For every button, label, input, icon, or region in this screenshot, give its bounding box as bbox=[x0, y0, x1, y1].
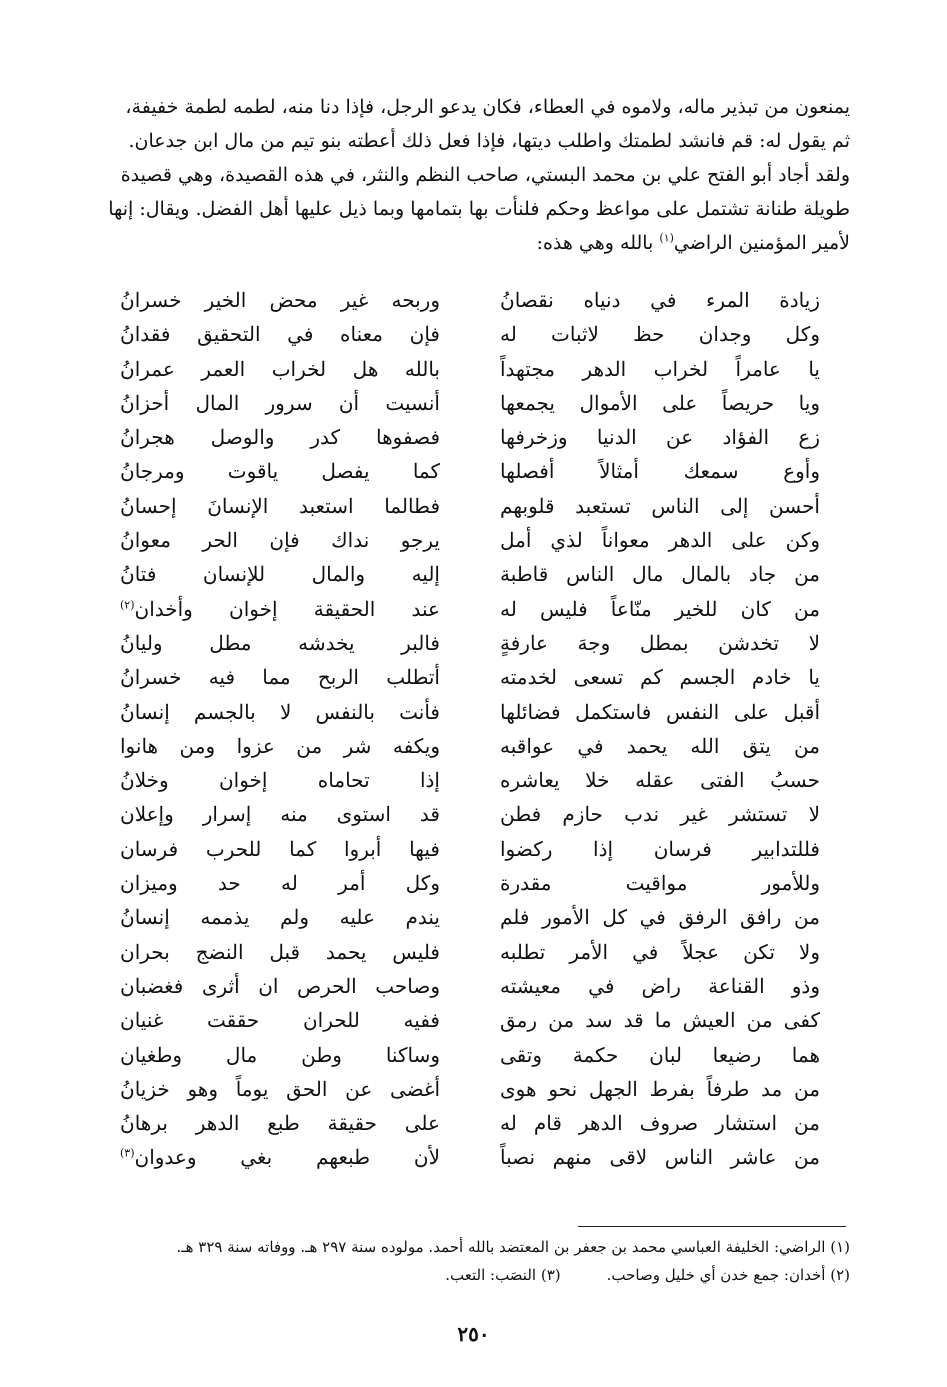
verse-second-hemistich bbox=[120, 1003, 440, 1037]
verse-first-hemistich: زيادة المرء في دنياه نقصانُ bbox=[500, 288, 820, 312]
verse-second-hemistich bbox=[120, 489, 440, 523]
verse-second-text: إذا تحاماه إخوان وخلانُ bbox=[120, 768, 440, 793]
verse-second-text: فالبر يخدشه مطل وليانُ bbox=[120, 630, 440, 655]
footnote-row bbox=[90, 1261, 850, 1289]
verse-second-text: فصفوها كدر والوصل هجرانُ bbox=[120, 425, 440, 450]
verse-second-hemistich bbox=[120, 523, 440, 557]
verse-second-hemistich bbox=[120, 317, 440, 351]
verse-second-text: بالله هل لخراب العمر عمرانُ bbox=[120, 356, 440, 381]
verse-line bbox=[120, 729, 820, 763]
verse-first-hemistich: لا تستشر غير ندب حازم فطن bbox=[500, 802, 820, 827]
verse-second-hemistich bbox=[120, 352, 440, 386]
verse-line bbox=[120, 1106, 820, 1140]
verse-second-hemistich bbox=[120, 557, 440, 591]
verse-second-hemistich bbox=[120, 660, 440, 694]
verse-second-text: وساكنا وطن مال وطغيان bbox=[120, 1042, 440, 1067]
verse-second-text: أغضى عن الحق يوماً وهو خزيانُ bbox=[120, 1076, 440, 1101]
verse-line bbox=[120, 969, 820, 1003]
verse-second-text: إليه والمال للإنسان فتانُ bbox=[120, 562, 440, 587]
verse-second-text: فأنت بالنفس لا بالجسم إنسانُ bbox=[120, 699, 440, 724]
verse-second-hemistich bbox=[120, 420, 440, 454]
verse-first-hemistich: من جاد بالمال مال الناس قاطبة bbox=[500, 562, 820, 587]
verse-first-hemistich: وكن على الدهر معواناً لذي أمل bbox=[500, 528, 820, 553]
verse-second-text: ويكفه شر من عزوا ومن هانوا bbox=[120, 733, 440, 758]
verse-line bbox=[120, 763, 820, 797]
intro-text: لأمير المؤمنين الراضي bbox=[673, 232, 850, 254]
verse-line bbox=[120, 660, 820, 694]
intro-line: ثم يقول له: قم فانشد لطمتك واطلب ديتها، فإذا فعل ذلك أعطته بنو تيم من مال ابن جدعان. bbox=[128, 130, 850, 152]
verse-line bbox=[120, 797, 820, 831]
verse-second-hemistich bbox=[120, 797, 440, 831]
verse-first-hemistich: لا تخدشن بمطل وجهَ عارفةٍ bbox=[500, 630, 820, 655]
verse-second-text: يندم عليه ولم يذممه إنسانُ bbox=[120, 905, 440, 930]
verse-second-hemistich bbox=[120, 1140, 440, 1174]
verse-second-hemistich bbox=[120, 1072, 440, 1106]
verse-line bbox=[120, 489, 820, 523]
verse-first-hemistich: هما رضيعا لبان حكمة وتقى bbox=[500, 1042, 820, 1067]
verse-second-hemistich bbox=[120, 386, 440, 420]
verse-second-hemistich bbox=[120, 283, 440, 317]
verse-line bbox=[120, 283, 820, 317]
footnote-1: (١) الراضي: الخليفة العباسي محمد بن جعفر بن المعتضد بالله أحمد. مولوده سنة ٢٩٧ هـ. ووفاته سنة ٣٢٩ هـ. bbox=[176, 1238, 850, 1256]
verse-first-hemistich: وكل وجدان حظ لاثبات له bbox=[500, 322, 820, 347]
verse-second-hemistich bbox=[120, 832, 440, 866]
verse-first-hemistich: زع الفؤاد عن الدنيا وزخرفها bbox=[500, 425, 820, 450]
verse-line bbox=[120, 557, 820, 591]
verse-second-hemistich bbox=[120, 1038, 440, 1072]
footnote-marker: (٢) bbox=[120, 598, 135, 612]
intro-text: بالله وهي هذه: bbox=[536, 232, 660, 254]
verse-line bbox=[120, 935, 820, 969]
footnotes bbox=[90, 1233, 850, 1289]
footnote-divider bbox=[578, 1226, 846, 1227]
verse-second-hemistich bbox=[120, 900, 440, 934]
verse-first-hemistich: فللتدابير فرسان إذا ركضوا bbox=[500, 836, 820, 861]
footnote-marker: (٣) bbox=[120, 1146, 135, 1160]
verse-second-hemistich bbox=[120, 695, 440, 729]
verse-line bbox=[120, 1038, 820, 1072]
verse-second-hemistich bbox=[120, 969, 440, 1003]
verse-first-hemistich: وذو القناعة راض في معيشته bbox=[500, 973, 820, 998]
verse-first-hemistich: ويا حريصاً على الأموال يجمعها bbox=[500, 390, 820, 415]
verse-second-text: فيها أبروا كما للحرب فرسان bbox=[120, 836, 440, 861]
verse-second-hemistich bbox=[120, 763, 440, 797]
verse-second-text: لأن طبعهم بغي وعدوان bbox=[134, 1145, 440, 1170]
page-number: ٢٥٠ bbox=[457, 1322, 490, 1346]
verse-line bbox=[120, 900, 820, 934]
verse-second-hemistich bbox=[120, 454, 440, 488]
verse-second-text: يرجو نداك فإن الحر معوانُ bbox=[120, 528, 440, 553]
verse-first-hemistich: من رافق الرفق في كل الأمور فلم bbox=[500, 905, 820, 930]
verse-second-hemistich bbox=[120, 592, 440, 626]
verse-first-hemistich: وأوع سمعك أمثالاً أفصلها bbox=[500, 459, 820, 484]
verse-second-text: فطالما استعبد الإنسانَ إحسانُ bbox=[120, 493, 440, 518]
verse-second-hemistich bbox=[120, 1106, 440, 1140]
verse-first-hemistich: من استشار صروف الدهر قام له bbox=[500, 1111, 820, 1136]
intro-paragraph bbox=[90, 90, 850, 260]
verse-first-hemistich: من عاشر الناس لاقى منهم نصباً bbox=[500, 1145, 820, 1170]
verse-first-hemistich: من مد طرفاً بفرط الجهل نحو هوى bbox=[500, 1076, 820, 1101]
verse-second-text: عند الحقيقة إخوان وأخدان bbox=[134, 596, 440, 621]
verse-second-text: على حقيقة طبع الدهر برهانُ bbox=[120, 1111, 440, 1136]
verse-first-hemistich: أحسن إلى الناس تستعبد قلوبهم bbox=[500, 493, 820, 518]
verse-line bbox=[120, 832, 820, 866]
verse-second-text: أنسيت أن سرور المال أحزانُ bbox=[120, 390, 440, 415]
verse-first-hemistich: يا خادم الجسم كم تسعى لخدمته bbox=[500, 665, 820, 690]
verse-line bbox=[120, 317, 820, 351]
verse-line bbox=[120, 523, 820, 557]
verse-second-text: قد استوى منه إسرار وإعلان bbox=[120, 802, 440, 827]
verse-second-text: ففيه للحران حققت غنيان bbox=[120, 1008, 440, 1033]
verse-line bbox=[120, 866, 820, 900]
verse-first-hemistich: من يتق الله يحمد في عواقبه bbox=[500, 733, 820, 758]
verse-second-text: وصاحب الحرص ان أثرى فغضبان bbox=[120, 973, 440, 998]
verse-line bbox=[120, 1140, 820, 1174]
verse-second-hemistich bbox=[120, 866, 440, 900]
verse-first-hemistich: من كان للخير منّاعاً فليس له bbox=[500, 596, 820, 621]
intro-line: يمنعون من تبذير ماله، ولاموه في العطاء، فكان يدعو الرجل، فإذا دنا منه، لطمه لطمة خفيفة، bbox=[125, 96, 850, 118]
verse-line bbox=[120, 695, 820, 729]
verse-line bbox=[120, 592, 820, 626]
verse-second-text: فإن معناه في التحقيق فقدانُ bbox=[120, 322, 440, 347]
verse-first-hemistich: حسبُ الفتى عقله خلا يعاشره bbox=[500, 768, 820, 793]
intro-line: طويلة طنانة تشتمل على مواعظ وحكم فلنأت بها بتمامها وبما ذيل عليها أهل الفضل. ويقال: إنها bbox=[108, 198, 850, 220]
verse-line bbox=[120, 386, 820, 420]
verse-second-text: كما يفصل ياقوت ومرجانُ bbox=[120, 459, 440, 484]
intro-line: ولقد أجاد أبو الفتح علي بن محمد البستي، صاحب النظم والنثر، في هذه القصيدة، وهي قصيدة bbox=[120, 164, 850, 186]
poem bbox=[120, 283, 820, 1175]
verse-second-text: وربحه غير محض الخير خسرانُ bbox=[120, 288, 440, 312]
verse-line bbox=[120, 420, 820, 454]
verse-second-text: وكل أمر له حد وميزان bbox=[120, 871, 440, 896]
verse-first-hemistich: كفى من العيش ما قد سد من رمق bbox=[500, 1008, 820, 1033]
verse-second-hemistich bbox=[120, 935, 440, 969]
verse-line bbox=[120, 1003, 820, 1037]
verse-first-hemistich: ولا تكن عجلاً في الأمر تطلبه bbox=[500, 939, 820, 964]
verse-line bbox=[120, 626, 820, 660]
verse-line bbox=[120, 454, 820, 488]
footnote-3: (٣) النصَب: التعب. bbox=[445, 1266, 561, 1284]
footnote-2: (٢) أخدان: جمع خدن أي خليل وصاحب. bbox=[606, 1266, 850, 1284]
intro-line bbox=[90, 226, 850, 260]
verse-second-hemistich bbox=[120, 626, 440, 660]
verse-line bbox=[120, 352, 820, 386]
verse-line bbox=[120, 1072, 820, 1106]
verse-second-hemistich bbox=[120, 729, 440, 763]
verse-first-hemistich: أقبل على النفس فاستكمل فضائلها bbox=[500, 699, 820, 724]
verse-second-text: فليس يحمد قبل النضج بحران bbox=[120, 939, 440, 964]
verse-second-text: أتطلب الربح مما فيه خسرانُ bbox=[120, 665, 440, 690]
verse-first-hemistich: وللأمور مواقيت مقدرة bbox=[500, 871, 820, 896]
footnote-marker: (١) bbox=[659, 231, 674, 245]
verse-first-hemistich: يا عامراً لخراب الدهر مجتهداً bbox=[500, 356, 820, 381]
